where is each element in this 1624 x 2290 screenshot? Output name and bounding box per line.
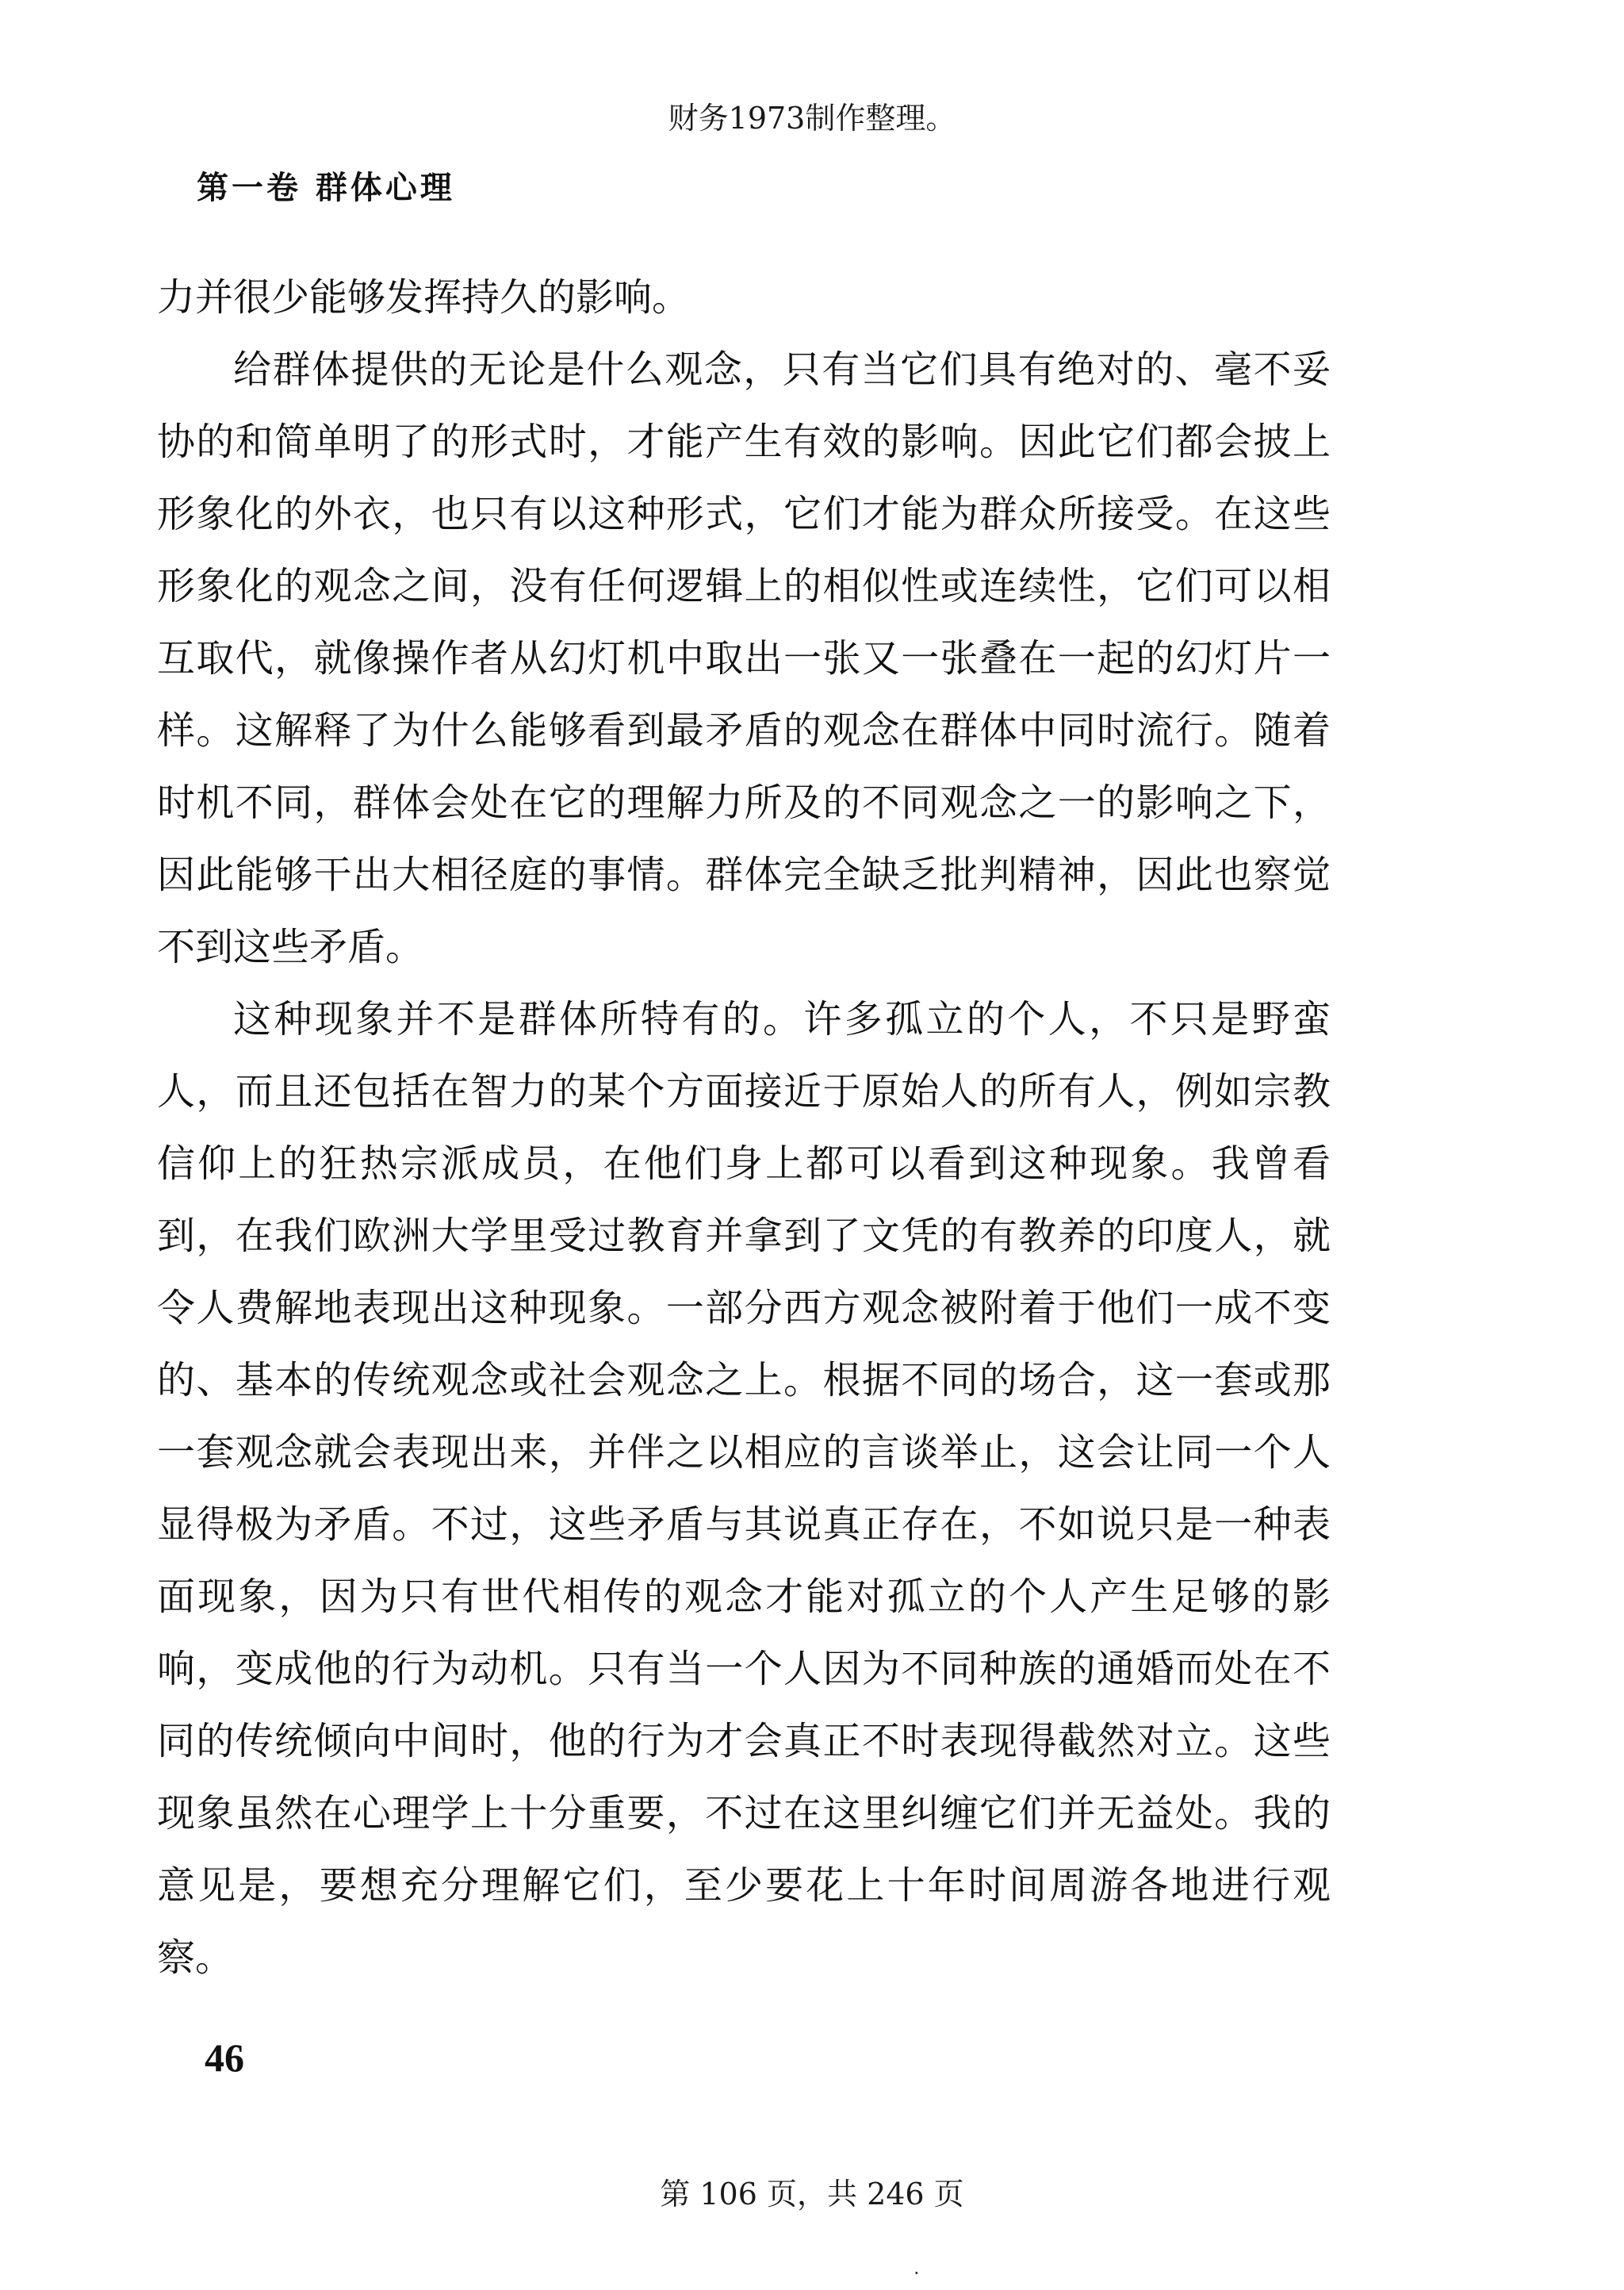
footer-dot: .	[914, 2257, 920, 2279]
page-number: 46	[205, 2035, 244, 2080]
main-text	[157, 262, 1331, 1994]
watermark-text: 财务1973制作整理。	[668, 101, 956, 136]
paragraph-3: 这种现象并不是群体所特有的。许多孤立的个人，不只是野蛮人，而且还包括在智力的某个方面接近于原始人的所有人，例如宗教信仰上的狂热宗派成员，在他们身上都可以看到这种现象。我曾看到，在我们欧洲大学里受过教育并拿到了文凭的有教养的印度人，就令人费解地表现出这种现象。一部分西方观念被附着于他们一成不变的、基本的传统观念或社会观念之上。根据不同的场合，这一套或那一套观念就会表现出来，并伴之以相应的言谈举止，这会让同一个人显得极为矛盾。不过，这些矛盾与其说真正存在，不如说只是一种表面现象，因为只有世代相传的观念才能对孤立的个人产生足够的影响，变成他的行为动机。只有当一个人因为不同种族的通婚而处在不同的传统倾向中间时，他的行为才会真正不时表现得截然对立。这些现象虽然在心理学上十分重要，不过在这里纠缠它们并无益处。我的意见是，要想充分理解它们，至少要花上十年时间周游各地进行观察。	[157, 997, 1331, 1980]
page-counter: 第 106 页，共 246 页	[660, 2177, 964, 2211]
running-head: 第一卷 群体心理	[197, 170, 455, 206]
paragraph-1: 力并很少能够发挥持久的影响。	[157, 275, 691, 320]
paragraph-2: 给群体提供的无论是什么观念，只有当它们具有绝对的、毫不妥协的和简单明了的形式时，才能产生有效的影响。因此它们都会披上形象化的外衣，也只有以这种形式，它们才能为群众所接受。在这些形象化的观念之间，没有任何逻辑上的相似性或连续性，它们可以相互取代，就像操作者从幻灯机中取出一张又一张叠在一起的幻灯片一样。这解释了为什么能够看到最矛盾的观念在群体中同时流行。随着时机不同，群体会处在它的理解力所及的不同观念之一的影响之下，因此能够干出大相径庭的事情。群体完全缺乏批判精神，因此也察觉不到这些矛盾。	[157, 347, 1331, 969]
